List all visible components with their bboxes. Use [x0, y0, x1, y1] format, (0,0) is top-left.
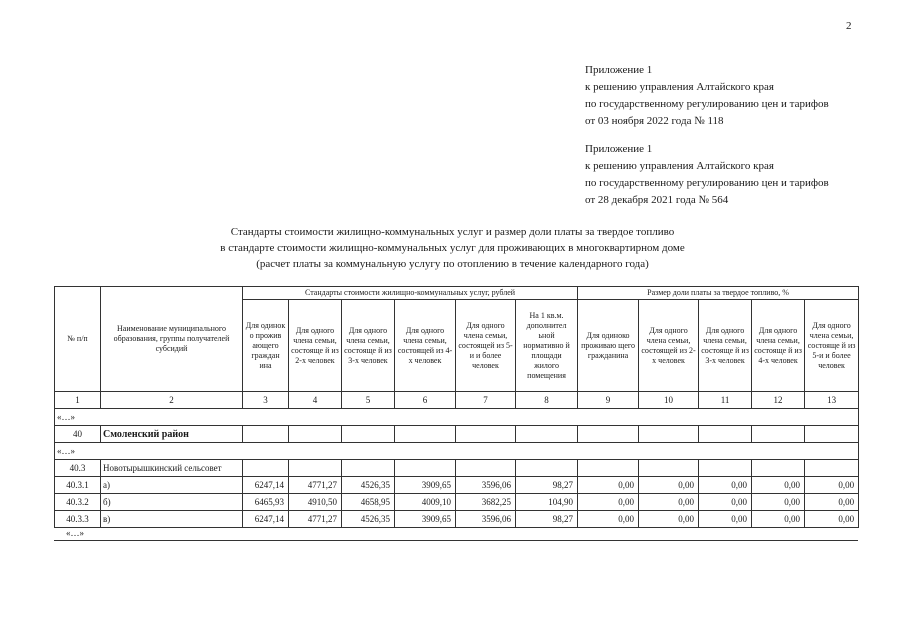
column-index: 3	[243, 392, 289, 409]
value-cell: 0,00	[699, 511, 752, 528]
district-name: Смоленский район	[101, 426, 243, 443]
ellipsis-cell: «…»	[55, 409, 859, 426]
document-title	[0, 224, 905, 272]
row-num: 40.3.3	[55, 511, 101, 528]
column-index: 13	[805, 392, 859, 409]
value-cell: 3596,06	[456, 511, 516, 528]
tariff-table	[54, 286, 859, 528]
table-bottom-rule	[54, 540, 858, 541]
appendix-line: от 28 декабря 2021 года № 564	[585, 194, 729, 206]
header-col7: Для одного члена семьи, состоящей из 5-и и более человек	[456, 300, 516, 392]
value-cell: 4526,35	[342, 511, 395, 528]
value-cell: 4658,95	[342, 494, 395, 511]
row-name: в)	[101, 511, 243, 528]
value-cell: 0,00	[805, 511, 859, 528]
value-cell: 104,90	[516, 494, 578, 511]
value-cell: 0,00	[699, 477, 752, 494]
header-col4: Для одного члена семьи, состояще й из 2-х человек	[289, 300, 342, 392]
appendix-line: по государственному регулированию цен и тарифов	[585, 177, 829, 189]
trailing-ellipsis: «…»	[66, 528, 84, 538]
value-cell: 3596,06	[456, 477, 516, 494]
appendix-line: Приложение 1	[585, 143, 653, 155]
appendix-line: к решению управления Алтайского края	[585, 81, 774, 93]
value-cell: 4009,10	[395, 494, 456, 511]
ellipsis-cell: «…»	[55, 443, 859, 460]
header-col11: Для одного члена семьи, состояще й из 3-х человек	[699, 300, 752, 392]
header-col9: Для одиноко проживаю щего гражданина	[578, 300, 639, 392]
district-row	[55, 426, 859, 443]
table-row	[55, 494, 859, 511]
value-cell: 6247,14	[243, 511, 289, 528]
value-cell: 3682,25	[456, 494, 516, 511]
row-num: 40.3.1	[55, 477, 101, 494]
value-cell: 4771,27	[289, 511, 342, 528]
header-col6: Для одного члена семьи, состоящей из 4-х человек	[395, 300, 456, 392]
value-cell: 0,00	[752, 494, 805, 511]
value-cell: 3909,65	[395, 511, 456, 528]
district-num: 40	[55, 426, 101, 443]
value-cell: 4910,50	[289, 494, 342, 511]
appendix-line: Приложение 1	[585, 64, 653, 76]
title-line: (расчет платы за коммунальную услугу по отоплению в течение календарного года)	[256, 258, 649, 270]
value-cell: 98,27	[516, 511, 578, 528]
column-index: 9	[578, 392, 639, 409]
header-name: Наименование муниципального образования, группы получателей субсидий	[101, 287, 243, 392]
column-index: 2	[101, 392, 243, 409]
value-cell: 0,00	[578, 494, 639, 511]
value-cell: 3909,65	[395, 477, 456, 494]
value-cell: 0,00	[639, 511, 699, 528]
column-index: 1	[55, 392, 101, 409]
header-group-share: Размер доли платы за твердое топливо, %	[578, 287, 859, 300]
appendix-line: по государственному регулированию цен и тарифов	[585, 98, 829, 110]
title-line: в стандарте стоимости жилищно-коммунальных услуг для проживающих в многоквартирном доме	[220, 242, 685, 254]
value-cell: 0,00	[578, 477, 639, 494]
header-col8: На 1 кв.м. дополнител ьной нормативно й площади жилого помещения	[516, 300, 578, 392]
header-col10: Для одного члена семьи, состоящей из 2-х человек	[639, 300, 699, 392]
header-col5: Для одного члена семьи, состояще й из 3-х человек	[342, 300, 395, 392]
column-index: 4	[289, 392, 342, 409]
title-line: Стандарты стоимости жилищно-коммунальных услуг и размер доли платы за твердое топливо	[230, 226, 675, 238]
column-index: 8	[516, 392, 578, 409]
header-col3: Для одинок о прожив ающего граждан ина	[243, 300, 289, 392]
council-name: Новотырышкинский сельсовет	[101, 460, 243, 477]
value-cell: 0,00	[699, 494, 752, 511]
table-row	[55, 511, 859, 528]
appendix-note-current	[585, 62, 829, 130]
column-index: 7	[456, 392, 516, 409]
value-cell: 0,00	[639, 477, 699, 494]
council-num: 40.3	[55, 460, 101, 477]
value-cell: 0,00	[639, 494, 699, 511]
header-col13: Для одного члена семьи, состояще й из 5-и и более человек	[805, 300, 859, 392]
appendix-note-previous	[585, 141, 829, 209]
column-index: 5	[342, 392, 395, 409]
value-cell: 6247,14	[243, 477, 289, 494]
value-cell: 6465,93	[243, 494, 289, 511]
header-col12: Для одного члена семьи, состояще й из 4-х человек	[752, 300, 805, 392]
row-name: б)	[101, 494, 243, 511]
page-number: 2	[846, 20, 852, 32]
column-index: 12	[752, 392, 805, 409]
value-cell: 0,00	[578, 511, 639, 528]
value-cell: 4771,27	[289, 477, 342, 494]
value-cell: 0,00	[805, 477, 859, 494]
table-row	[55, 477, 859, 494]
column-index: 6	[395, 392, 456, 409]
header-num: № п/п	[55, 287, 101, 392]
row-name: а)	[101, 477, 243, 494]
row-num: 40.3.2	[55, 494, 101, 511]
appendix-line: к решению управления Алтайского края	[585, 160, 774, 172]
appendix-line: от 03 ноября 2022 года № 118	[585, 115, 724, 127]
value-cell: 4526,35	[342, 477, 395, 494]
column-index-row	[55, 392, 859, 409]
council-row	[55, 460, 859, 477]
value-cell: 98,27	[516, 477, 578, 494]
column-index: 10	[639, 392, 699, 409]
value-cell: 0,00	[805, 494, 859, 511]
value-cell: 0,00	[752, 477, 805, 494]
ellipsis-row	[55, 443, 859, 460]
ellipsis-row	[55, 409, 859, 426]
column-index: 11	[699, 392, 752, 409]
value-cell: 0,00	[752, 511, 805, 528]
group-header-row	[55, 287, 859, 300]
header-group-standards: Стандарты стоимости жилищно-коммунальных услуг, рублей	[243, 287, 578, 300]
